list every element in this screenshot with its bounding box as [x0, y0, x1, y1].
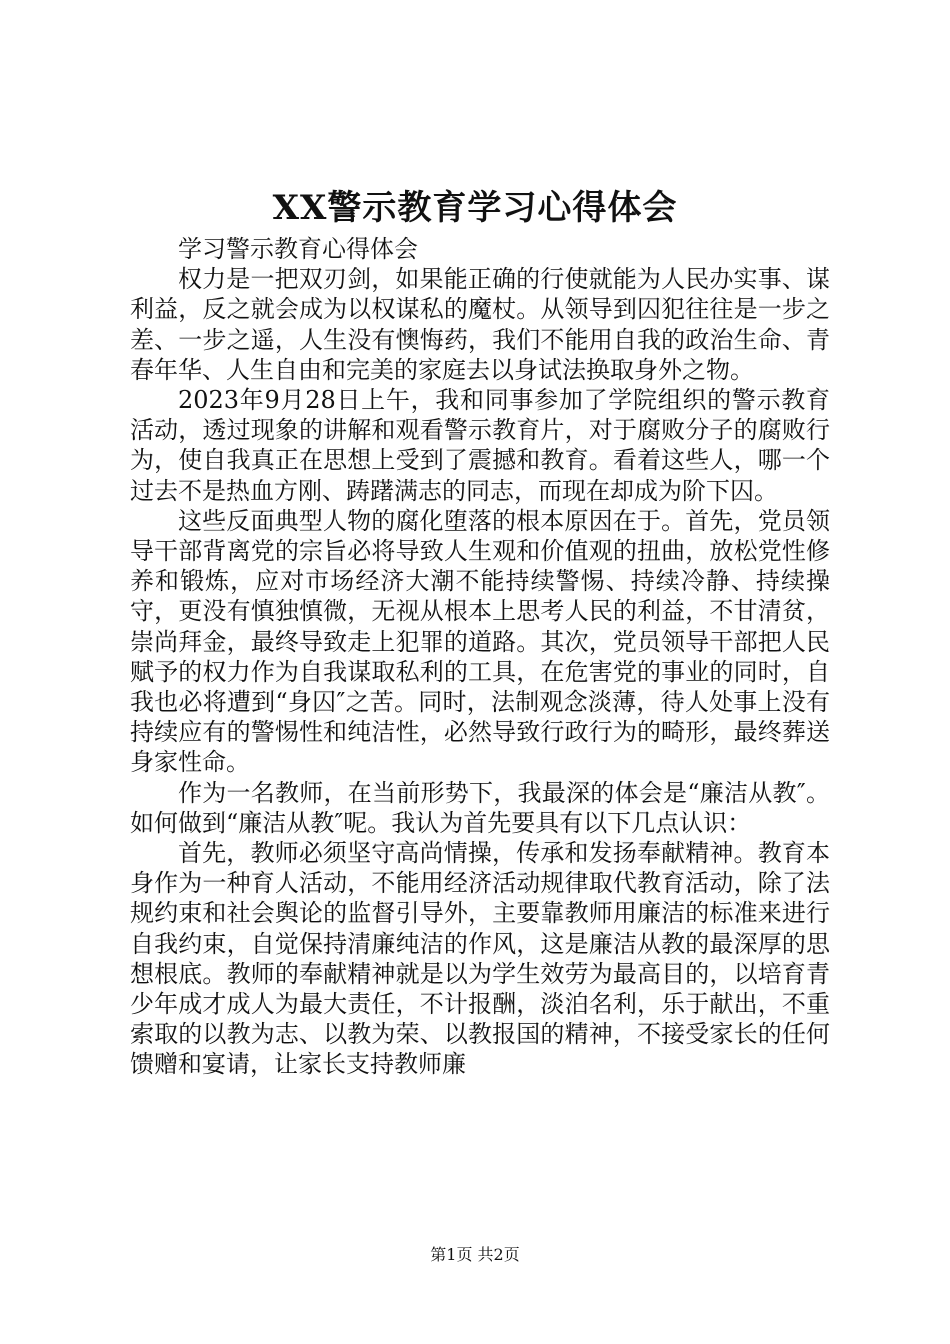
body-paragraph: 2023年9月28日上午，我和同事参加了学院组织的警示教育活动，透过现象的讲解和观看警示教育片，对于腐败分子的腐败行为，使自我真正在思想上受到了震撼和教育。看着这些人，哪一个过去不是热血方刚、踌躇满志的同志，而现在却成为阶下囚。 [130, 386, 830, 505]
body-paragraph: 首先，教师必须坚守高尚情操，传承和发扬奉献精神。教育本身作为一种育人活动，不能用经济活动规律取代教育活动，除了法规约束和社会舆论的监督引导外，主要靠教师用廉洁的标准来进行自我约束，自觉保持清廉纯洁的作风，这是廉洁从教的最深厚的思想根底。教师的奉献精神就是以为学生效劳为最高目的，以培育青少年成才成人为最大责任，不计报酬，淡泊名利，乐于献出，不重索取的以教为志、以教为荣、以教报国的精神，不接受家长的任何馈赠和宴请，让家长支持教师廉 [130, 839, 830, 1079]
body-paragraph: 权力是一把双刃剑，如果能正确的行使就能为人民办实事、谋利益，反之就会成为以权谋私的魔杖。从领导到囚犯往往是一步之差、一步之遥，人生没有懊悔药，我们不能用自我的政治生命、青春年华、人生自由和完美的家庭去以身试法换取身外之物。 [130, 265, 830, 384]
body-paragraph: 这些反面典型人物的腐化堕落的根本原因在于。首先，党员领导干部背离党的宗旨必将导致人生观和价值观的扭曲，放松党性修养和锻炼，应对市场经济大潮不能持续警惕、持续冷静、持续操守，更没有慎独慎微，无视从根本上思考人民的利益，不甘清贫，崇尚拜金，最终导致走上犯罪的道路。其次，党员领导干部把人民赋予的权力作为自我谋取私利的工具，在危害党的事业的同时，自我也必将遭到“身囚″之苦。同时，法制观念淡薄，待人处事上没有持续应有的警惕性和纯洁性，必然导致行政行为的畸形，最终葬送身家性命。 [130, 506, 830, 777]
document-body [130, 234, 830, 1080]
subtitle-paragraph: 学习警示教育心得体会 [178, 235, 418, 263]
document-title: XX警示教育学习心得体会 [272, 188, 678, 228]
page-number-footer: 第1页 共2页 [430, 1245, 520, 1264]
body-paragraph: 作为一名教师，在当前形势下，我最深的体会是“廉洁从教″。如何做到“廉洁从教″呢。我认为首先要具有以下几点认识： [130, 778, 830, 837]
